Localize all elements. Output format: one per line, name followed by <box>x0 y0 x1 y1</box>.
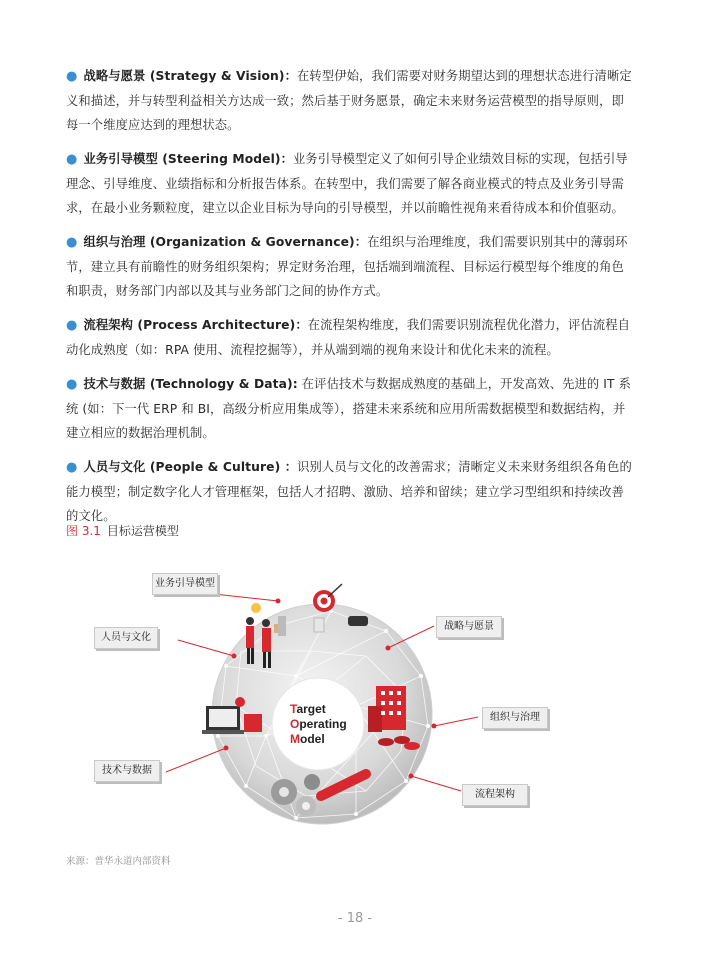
center-line-2: Operating <box>290 717 347 731</box>
label-technology-data: 技术与数据 <box>94 760 160 782</box>
bullet-term: 组织与治理 (Organization & Governance)： <box>83 235 368 249</box>
bullet-dot-icon: ● <box>66 235 78 250</box>
label-organization-governance: 组织与治理 <box>482 707 548 729</box>
bullet-dot-icon: ● <box>66 318 78 333</box>
bullet-text: 在组织与治理维度，我们需要识别其中的薄弱环节，建立具有前瞻性的财务组织架构；界定财务治理，包括端到端流程、目标运行模型每个维度的角色和职责，财务部门内部以及其与业务部门之间的协作方式。 <box>66 235 628 298</box>
bullet-technology-data <box>66 372 632 445</box>
bullet-steering-model <box>66 147 632 220</box>
page-number: - 18 - <box>337 911 373 926</box>
target-operating-model-diagram <box>66 556 646 856</box>
center-line-1: Target <box>290 702 326 716</box>
bullet-text: 在转型伊始，我们需要对财务期望达到的理想状态进行清晰定义和描述，并与转型利益相关方达成一致；然后基于财务愿景，确定未来财务运营模型的指导原则，即每一个维度应达到的理想状态。 <box>66 69 632 132</box>
bullet-term: 流程架构 (Process Architecture)： <box>83 318 308 332</box>
bullet-process-architecture <box>66 313 632 362</box>
center-line-3: Model <box>290 732 325 746</box>
bullet-organization-governance <box>66 230 632 303</box>
bullet-term: 业务引导模型 (Steering Model)： <box>83 152 294 166</box>
figure-caption <box>66 522 179 539</box>
figure-source: 来源：普华永道内部资料 <box>66 856 171 867</box>
bullet-people-culture <box>66 455 632 528</box>
diagram-canvas <box>66 556 646 856</box>
bullet-dot-icon: ● <box>66 377 78 392</box>
bullet-term: 人员与文化 (People & Culture) ： <box>83 460 298 474</box>
bullet-dot-icon: ● <box>66 460 78 475</box>
bullet-text: 识别人员与文化的改善需求；清晰定义未来财务组织各角色的能力模型；制定数字化人才管理框架，包括人才招聘、激励、培养和留续；建立学习型组织和持续改善的文化。 <box>66 460 632 523</box>
bullet-dot-icon: ● <box>66 69 78 84</box>
bullet-text: 在流程架构维度，我们需要识别流程优化潜力，评估流程自动化成熟度（如：RPA 使用、流程挖掘等），并从端到端的视角来设计和优化未来的流程。 <box>66 318 631 357</box>
bullet-text: 在评估技术与数据成熟度的基础上，开发高效、先进的 IT 系统 (如：下一代 ERP 和 BI，高级分析应用集成等），搭建未来系统和应用所需数据模型和数据结构，并建立相应的数据治理机制。 <box>66 377 632 440</box>
bullet-strategy-vision <box>66 64 632 137</box>
bullet-dot-icon: ● <box>66 152 78 167</box>
figure-number: 图 3.1 <box>66 524 101 538</box>
label-strategy-vision: 战略与愿景 <box>436 616 502 638</box>
bullet-text: 业务引导模型定义了如何引导企业绩效目标的实现，包括引导理念、引导维度、业绩指标和分析报告体系。在转型中，我们需要了解各商业模式的特点及业务引导需求，在最小业务颗粒度，建立以企业目标为导向的引导模型，并以前瞻性视角来看待成本和价值驱动。 <box>66 152 628 215</box>
bullet-term: 技术与数据 (Technology & Data): <box>83 377 298 391</box>
label-steering-model: 业务引导模型 <box>152 573 218 595</box>
figure-title: 目标运营模型 <box>106 524 179 538</box>
bullet-term: 战略与愿景 (Strategy & Vision)： <box>83 69 298 83</box>
label-people-culture: 人员与文化 <box>94 627 158 649</box>
bullet-list <box>66 64 632 538</box>
label-process-architecture: 流程架构 <box>462 784 528 806</box>
